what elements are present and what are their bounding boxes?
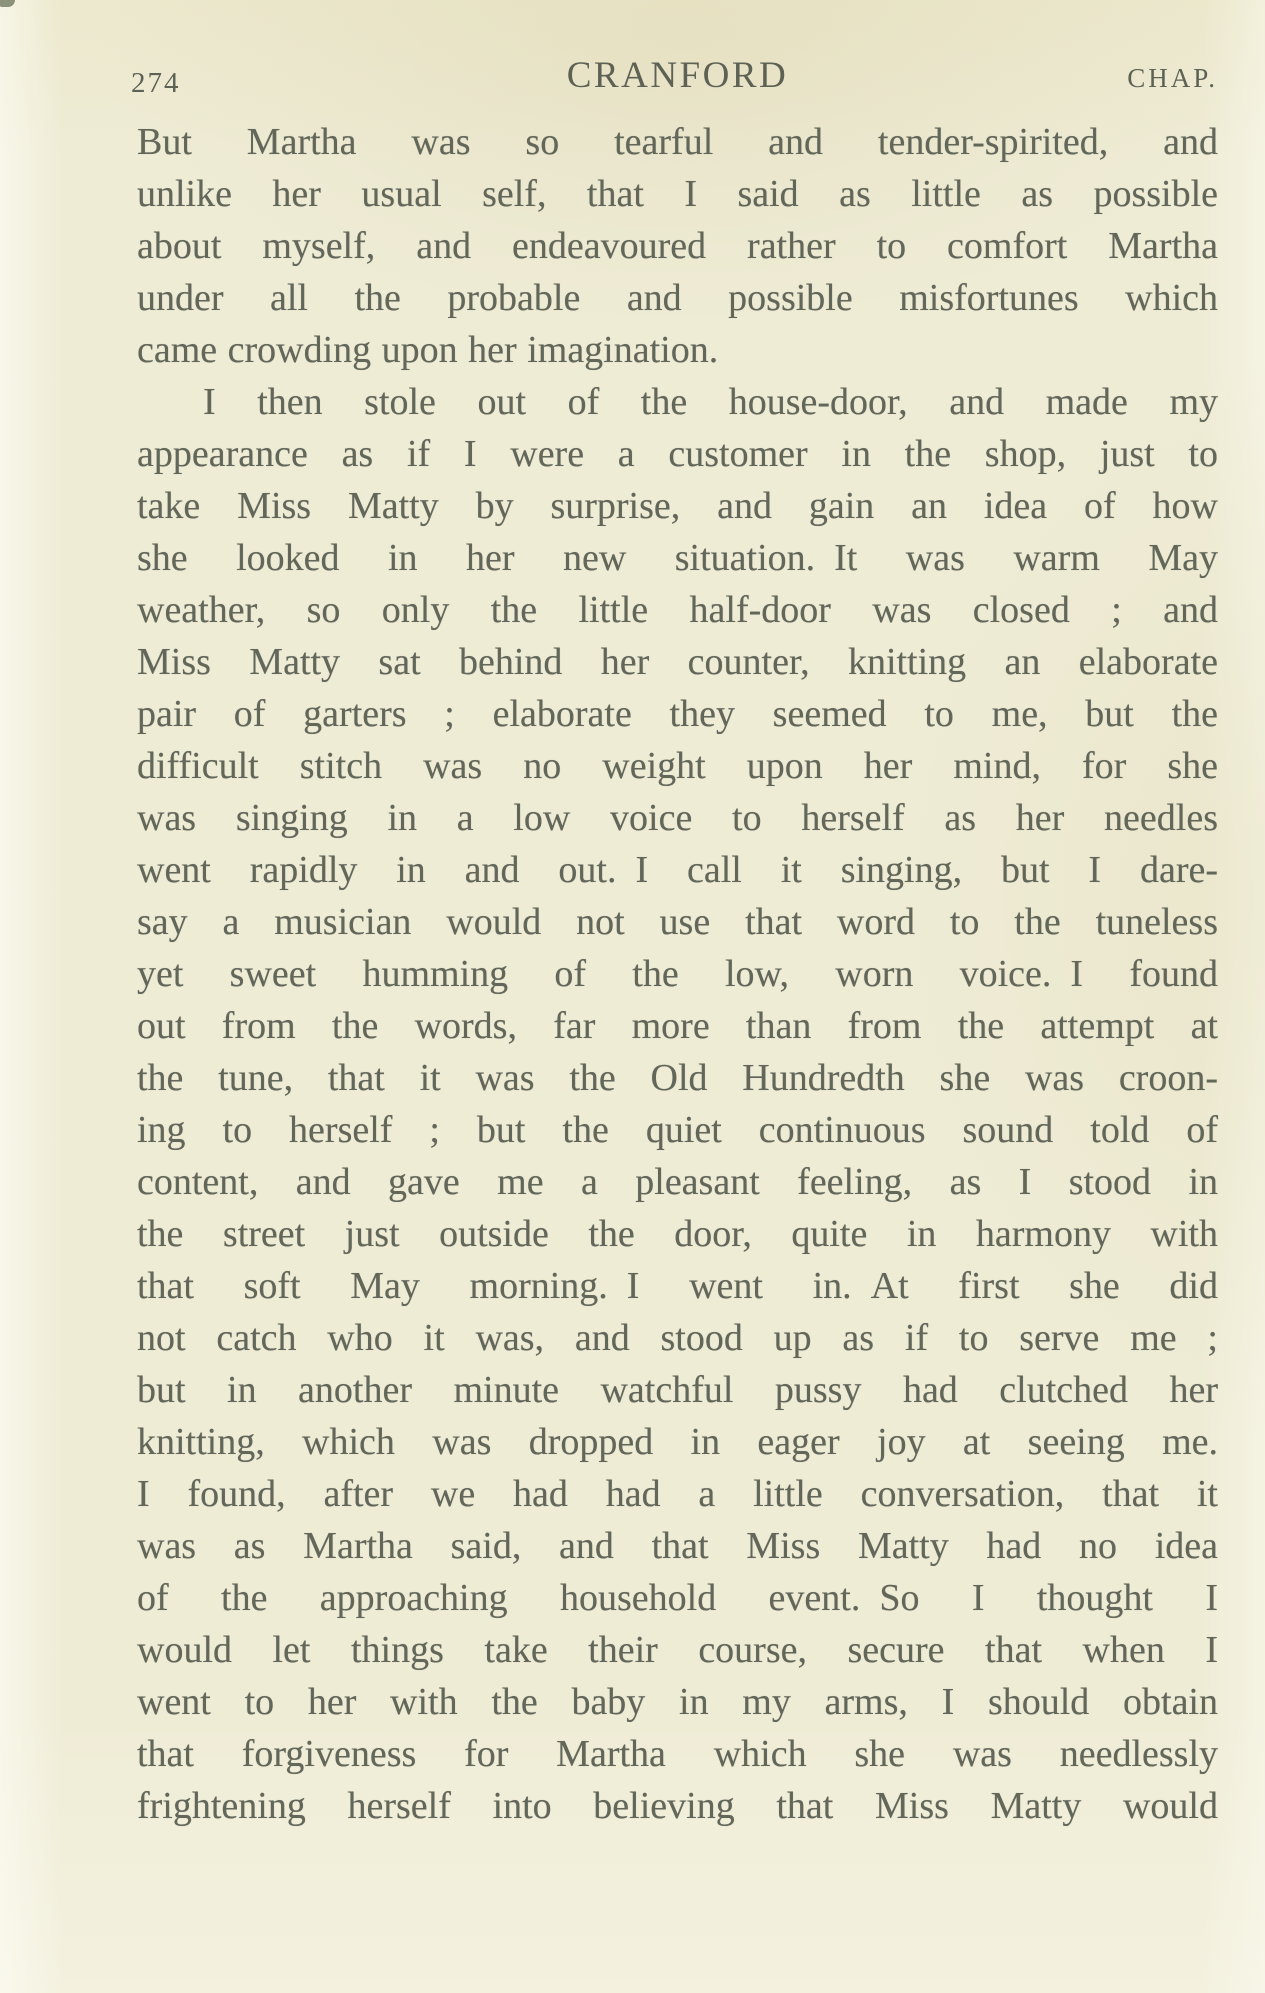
text-line: went to her with the baby in my arms, I should obtain — [137, 1681, 1218, 1723]
paragraph — [137, 116, 1218, 376]
text-line: content, and gave me a pleasant feeling, as I stood in — [137, 1161, 1218, 1203]
text-line: frightening herself into believing that Miss Matty would — [137, 1785, 1218, 1827]
text-line: I found, after we had had a little conversation, that it — [137, 1473, 1218, 1515]
running-title: CRANFORD — [566, 55, 789, 96]
chapter-label: CHAP. — [1127, 63, 1218, 93]
text-line: went rapidly in and out. I call it singing, but I dare- — [137, 849, 1218, 891]
paragraph — [137, 376, 1218, 1832]
text-line: weather, so only the little half-door was closed ; and — [137, 589, 1218, 631]
text-line: she looked in her new situation. It was warm May — [137, 537, 1218, 579]
text-line: take Miss Matty by surprise, and gain an idea of how — [137, 485, 1218, 527]
text-line: under all the probable and possible misfortunes which — [137, 277, 1218, 319]
text-line: would let things take their course, secure that when I — [137, 1629, 1218, 1671]
text-line: the tune, that it was the Old Hundredth she was croon- — [137, 1057, 1218, 1099]
text-line: not catch who it was, and stood up as if to serve me ; — [137, 1317, 1218, 1359]
text-line: of the approaching household event. So I thought I — [137, 1577, 1218, 1619]
text-line: that forgiveness for Martha which she was needlessly — [137, 1733, 1218, 1775]
text-line: But Martha was so tearful and tender-spirited, and — [137, 121, 1218, 163]
text-line: was as Martha said, and that Miss Matty had no idea — [137, 1525, 1218, 1567]
text-line: pair of garters ; elaborate they seemed to me, but the — [137, 693, 1218, 735]
text-line: knitting, which was dropped in eager joy at seeing me. — [137, 1421, 1218, 1463]
text-line: came crowding upon her imagination. — [137, 329, 719, 371]
text-line: that soft May morning. I went in. At first she did — [137, 1265, 1218, 1307]
text-line: Miss Matty sat behind her counter, knitting an elaborate — [137, 641, 1218, 683]
text-line: was singing in a low voice to herself as her needles — [137, 797, 1218, 839]
page-number: 274 — [131, 67, 181, 99]
text-line: difficult stitch was no weight upon her mind, for she — [137, 745, 1218, 787]
text-line: ing to herself ; but the quiet continuous sound told of — [137, 1109, 1218, 1151]
text-line: appearance as if I were a customer in the shop, just to — [137, 433, 1218, 475]
page-header — [131, 54, 1218, 104]
text-line: about myself, and endeavoured rather to comfort Martha — [137, 225, 1218, 267]
text-line: out from the words, far more than from the attempt at — [137, 1005, 1218, 1047]
text-line: I then stole out of the house-door, and made my — [203, 381, 1218, 423]
text-line: the street just outside the door, quite in harmony with — [137, 1213, 1218, 1255]
text-line: say a musician would not use that word to the tuneless — [137, 901, 1218, 943]
text-line: unlike her usual self, that I said as little as possible — [137, 173, 1218, 215]
scan-artifact-mark — [0, 0, 15, 7]
page-body — [137, 116, 1218, 1832]
text-line: but in another minute watchful pussy had clutched her — [137, 1369, 1218, 1411]
text-line: yet sweet humming of the low, worn voice. I found — [137, 953, 1218, 995]
